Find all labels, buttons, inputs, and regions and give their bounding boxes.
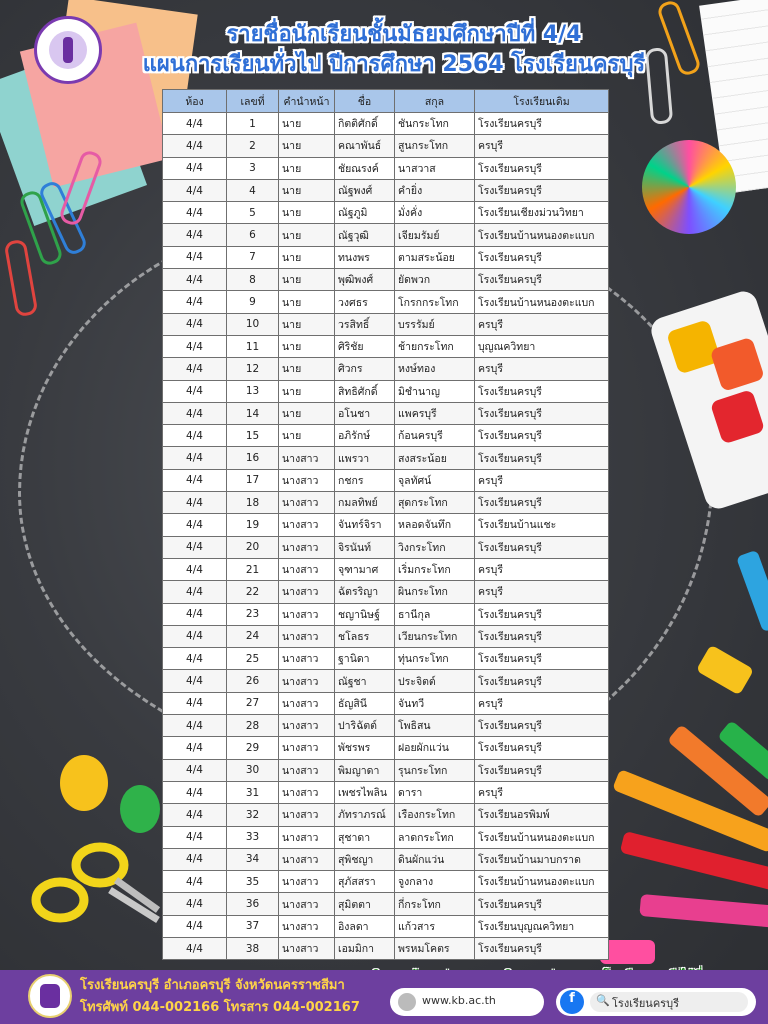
cell-first-name: กมลทิพย์ <box>335 492 395 514</box>
table-row <box>163 759 609 781</box>
cell-previous-school: ครบุรี <box>475 135 609 157</box>
cell-previous-school: โรงเรียนครบุรี <box>475 269 609 291</box>
cell-prefix: นางสาว <box>279 759 335 781</box>
column-header-room: ห้อง <box>163 90 227 113</box>
cell-prefix: นาย <box>279 135 335 157</box>
cell-first-name: ศิริชัย <box>335 335 395 357</box>
table-row <box>163 202 609 224</box>
cell-prefix: นาย <box>279 402 335 424</box>
column-header-number: เลขที่ <box>227 90 279 113</box>
cell-last-name: หลอดจันทึก <box>395 514 475 536</box>
cell-prefix: นางสาว <box>279 648 335 670</box>
table-row <box>163 804 609 826</box>
cell-first-name: กิตติศักดิ์ <box>335 113 395 135</box>
cell-last-name: มิชำนาญ <box>395 380 475 402</box>
cell-room: 4/4 <box>163 157 227 179</box>
cell-first-name: กชกร <box>335 469 395 491</box>
cell-prefix: นางสาว <box>279 581 335 603</box>
cell-previous-school: โรงเรียนบ้านแชะ <box>475 514 609 536</box>
cell-last-name: บรรรัมย์ <box>395 313 475 335</box>
cell-number: 26 <box>227 670 279 692</box>
cell-first-name: สุชาดา <box>335 826 395 848</box>
cell-first-name: ฉัตรริญา <box>335 581 395 603</box>
cell-number: 13 <box>227 380 279 402</box>
website-url: www.kb.ac.th <box>422 994 496 1007</box>
student-table <box>162 89 608 960</box>
cell-first-name: จันทร์จิรา <box>335 514 395 536</box>
cell-last-name: ทุ่นกระโทก <box>395 648 475 670</box>
cell-room: 4/4 <box>163 737 227 759</box>
cell-previous-school: โรงเรียนครบุรี <box>475 402 609 424</box>
decor-marker <box>639 894 768 928</box>
cell-prefix: นาย <box>279 179 335 201</box>
column-header-prefix: คำนำหน้า <box>279 90 335 113</box>
cell-number: 19 <box>227 514 279 536</box>
cell-prefix: นาย <box>279 224 335 246</box>
cell-number: 3 <box>227 157 279 179</box>
decor-paint <box>710 389 765 444</box>
cell-first-name: ศิวกร <box>335 358 395 380</box>
table-row <box>163 781 609 803</box>
cell-first-name: ปาริฉัตต์ <box>335 715 395 737</box>
cell-room: 4/4 <box>163 135 227 157</box>
cell-prefix: นางสาว <box>279 558 335 580</box>
column-header-previous-school: โรงเรียนเดิม <box>475 90 609 113</box>
decor-paint <box>666 319 721 374</box>
cell-first-name: ชโลธร <box>335 625 395 647</box>
cell-last-name: สูนกระโทก <box>395 135 475 157</box>
cell-previous-school: โรงเรียนครบุรี <box>475 625 609 647</box>
table-row <box>163 246 609 268</box>
cell-previous-school: โรงเรียนครบุรี <box>475 536 609 558</box>
cell-number: 7 <box>227 246 279 268</box>
cell-last-name: ประจิตต์ <box>395 670 475 692</box>
cell-previous-school: ครบุรี <box>475 781 609 803</box>
cell-last-name: ชันกระโทก <box>395 113 475 135</box>
cell-previous-school: โรงเรียนครบุรี <box>475 246 609 268</box>
cell-number: 33 <box>227 826 279 848</box>
decor-ball <box>120 785 160 833</box>
cell-last-name: ยัดพวก <box>395 269 475 291</box>
cell-previous-school: โรงเรียนครบุรี <box>475 380 609 402</box>
cell-first-name: จุฑามาศ <box>335 558 395 580</box>
cell-last-name: จูงกลาง <box>395 871 475 893</box>
table-row <box>163 179 609 201</box>
page-title <box>0 20 768 80</box>
cell-first-name: พุฒิพงศ์ <box>335 269 395 291</box>
cell-previous-school: โรงเรียนบ้านหนองตะแบก <box>475 224 609 246</box>
cell-prefix: นาย <box>279 269 335 291</box>
cell-previous-school: โรงเรียนครบุรี <box>475 179 609 201</box>
table-row <box>163 514 609 536</box>
decor-marker <box>736 550 768 633</box>
table-row <box>163 335 609 357</box>
footer-contact-line: โทรศัพท์ 044-002166 โทรสาร 044-002167 <box>80 1000 360 1015</box>
cell-previous-school: โรงเรียนครบุรี <box>475 648 609 670</box>
cell-number: 20 <box>227 536 279 558</box>
table-row <box>163 358 609 380</box>
cell-prefix: นางสาว <box>279 536 335 558</box>
cell-room: 4/4 <box>163 915 227 937</box>
table-row <box>163 313 609 335</box>
cell-room: 4/4 <box>163 581 227 603</box>
table-row <box>163 447 609 469</box>
cell-room: 4/4 <box>163 492 227 514</box>
cell-room: 4/4 <box>163 715 227 737</box>
cell-number: 29 <box>227 737 279 759</box>
cell-last-name: แก้วสาร <box>395 915 475 937</box>
cell-prefix: นางสาว <box>279 492 335 514</box>
cell-prefix: นางสาว <box>279 670 335 692</box>
cell-number: 10 <box>227 313 279 335</box>
cell-first-name: สุพิชญา <box>335 848 395 870</box>
cell-first-name: ฐานิดา <box>335 648 395 670</box>
cell-room: 4/4 <box>163 871 227 893</box>
cell-last-name: พรหมโคตร <box>395 937 475 959</box>
cell-last-name: ดารา <box>395 781 475 803</box>
table-row <box>163 224 609 246</box>
cell-first-name: วรสิทธิ์ <box>335 313 395 335</box>
decor-rubber-band-ball <box>642 140 736 234</box>
table-row <box>163 469 609 491</box>
decor-paperclip <box>4 239 39 318</box>
cell-number: 1 <box>227 113 279 135</box>
cell-prefix: นางสาว <box>279 737 335 759</box>
cell-prefix: นาย <box>279 157 335 179</box>
cell-room: 4/4 <box>163 113 227 135</box>
table-row <box>163 893 609 915</box>
cell-first-name: ธัญสินี <box>335 692 395 714</box>
cell-last-name: ก้อนครบุรี <box>395 425 475 447</box>
cell-room: 4/4 <box>163 335 227 357</box>
cell-previous-school: โรงเรียนครบุรี <box>475 492 609 514</box>
cell-number: 38 <box>227 937 279 959</box>
decor-paint <box>710 337 765 392</box>
cell-first-name: พัชรพร <box>335 737 395 759</box>
cell-number: 34 <box>227 848 279 870</box>
cell-first-name: แพรวา <box>335 447 395 469</box>
cell-room: 4/4 <box>163 246 227 268</box>
cell-prefix: นาย <box>279 380 335 402</box>
column-header-last-name: สกุล <box>395 90 475 113</box>
table-row <box>163 692 609 714</box>
cell-first-name: พิมญาดา <box>335 759 395 781</box>
cell-room: 4/4 <box>163 893 227 915</box>
cell-number: 9 <box>227 291 279 313</box>
cell-previous-school: ครบุรี <box>475 581 609 603</box>
cell-room: 4/4 <box>163 625 227 647</box>
cell-first-name: วงศธร <box>335 291 395 313</box>
cell-number: 8 <box>227 269 279 291</box>
cell-last-name: เรืองกระโทก <box>395 804 475 826</box>
cell-previous-school: โรงเรียนเชียงม่วนวิทยา <box>475 202 609 224</box>
cell-number: 11 <box>227 335 279 357</box>
cell-room: 4/4 <box>163 358 227 380</box>
cell-room: 4/4 <box>163 804 227 826</box>
cell-number: 25 <box>227 648 279 670</box>
cell-last-name: เจียมรัมย์ <box>395 224 475 246</box>
cell-prefix: นาย <box>279 425 335 447</box>
cell-last-name: วิงกระโทก <box>395 536 475 558</box>
table-row <box>163 402 609 424</box>
cell-number: 22 <box>227 581 279 603</box>
table-row <box>163 380 609 402</box>
cell-number: 23 <box>227 603 279 625</box>
cell-room: 4/4 <box>163 291 227 313</box>
table-row <box>163 670 609 692</box>
footer-bar <box>0 970 768 1024</box>
cell-last-name: กี่กระโทก <box>395 893 475 915</box>
cell-prefix: นางสาว <box>279 781 335 803</box>
cell-previous-school: ครบุรี <box>475 692 609 714</box>
cell-number: 12 <box>227 358 279 380</box>
cell-last-name: จันทวี <box>395 692 475 714</box>
cell-number: 17 <box>227 469 279 491</box>
globe-icon <box>398 993 416 1011</box>
cell-last-name: ผินกระโทก <box>395 581 475 603</box>
cell-number: 30 <box>227 759 279 781</box>
cell-number: 6 <box>227 224 279 246</box>
cell-number: 5 <box>227 202 279 224</box>
cell-last-name: แพครบุรี <box>395 402 475 424</box>
cell-previous-school: โรงเรียนครบุรี <box>475 670 609 692</box>
decor-eraser <box>696 645 754 696</box>
cell-last-name: รุนกระโทก <box>395 759 475 781</box>
table-row <box>163 848 609 870</box>
table-row <box>163 915 609 937</box>
school-logo-icon <box>28 974 72 1018</box>
cell-prefix: นางสาว <box>279 871 335 893</box>
cell-previous-school: ครบุรี <box>475 313 609 335</box>
cell-prefix: นางสาว <box>279 514 335 536</box>
cell-prefix: นาย <box>279 313 335 335</box>
table-row <box>163 603 609 625</box>
cell-room: 4/4 <box>163 380 227 402</box>
table-row <box>163 737 609 759</box>
cell-previous-school: โรงเรียนครบุรี <box>475 737 609 759</box>
cell-prefix: นาย <box>279 246 335 268</box>
table-row <box>163 269 609 291</box>
cell-previous-school: โรงเรียนครบุรี <box>475 447 609 469</box>
cell-prefix: นางสาว <box>279 447 335 469</box>
cell-previous-school: ครบุรี <box>475 558 609 580</box>
cell-first-name: สุภัสสรา <box>335 871 395 893</box>
cell-prefix: นาย <box>279 291 335 313</box>
table-row <box>163 715 609 737</box>
cell-room: 4/4 <box>163 937 227 959</box>
cell-room: 4/4 <box>163 514 227 536</box>
cell-last-name: ตามสระน้อย <box>395 246 475 268</box>
cell-room: 4/4 <box>163 224 227 246</box>
cell-first-name: ชญานิษฐ์ <box>335 603 395 625</box>
cell-prefix: นางสาว <box>279 603 335 625</box>
cell-previous-school: ครบุรี <box>475 469 609 491</box>
cell-previous-school: โรงเรียนครบุรี <box>475 759 609 781</box>
title-line-1: รายชื่อนักเรียนชั้นมัธยมศึกษาปีที่ 4/4 <box>226 22 582 47</box>
cell-last-name: หงษ์ทอง <box>395 358 475 380</box>
cell-prefix: นาย <box>279 335 335 357</box>
cell-number: 35 <box>227 871 279 893</box>
cell-room: 4/4 <box>163 536 227 558</box>
table-row <box>163 135 609 157</box>
facebook-search-text: โรงเรียนครบุรี <box>612 997 679 1010</box>
cell-first-name: อโนชา <box>335 402 395 424</box>
table-row <box>163 871 609 893</box>
cell-previous-school: โรงเรียนครบุรี <box>475 715 609 737</box>
cell-previous-school: โรงเรียนครบุรี <box>475 603 609 625</box>
cell-room: 4/4 <box>163 670 227 692</box>
table-row <box>163 157 609 179</box>
cell-previous-school: โรงเรียนบ้านมาบกราด <box>475 848 609 870</box>
cell-last-name: คำยิ่ง <box>395 179 475 201</box>
cell-prefix: นางสาว <box>279 848 335 870</box>
cell-number: 32 <box>227 804 279 826</box>
cell-number: 14 <box>227 402 279 424</box>
cell-number: 16 <box>227 447 279 469</box>
website-link[interactable] <box>390 988 544 1016</box>
cell-first-name: อิงลดา <box>335 915 395 937</box>
cell-first-name: เพชรไพลิน <box>335 781 395 803</box>
cell-previous-school: โรงเรียนบุญณควิทยา <box>475 915 609 937</box>
cell-first-name: คณาพันธ์ <box>335 135 395 157</box>
cell-previous-school: ครบุรี <box>475 358 609 380</box>
table-row <box>163 425 609 447</box>
cell-last-name: โพธิสน <box>395 715 475 737</box>
title-line-2: แผนการเรียนทั่วไป ปีการศึกษา 2564 โรงเรียนครบุรี <box>142 52 646 77</box>
cell-previous-school: โรงเรียนบ้านหนองตะแบก <box>475 826 609 848</box>
table-row <box>163 291 609 313</box>
cell-room: 4/4 <box>163 269 227 291</box>
cell-prefix: นางสาว <box>279 715 335 737</box>
cell-previous-school: โรงเรียนครบุรี <box>475 113 609 135</box>
cell-previous-school: โรงเรียนครบุรี <box>475 893 609 915</box>
cell-number: 36 <box>227 893 279 915</box>
table-header-row <box>163 90 609 113</box>
cell-number: 27 <box>227 692 279 714</box>
decor-ball <box>60 755 108 811</box>
cell-number: 31 <box>227 781 279 803</box>
cell-last-name: โกรกกระโทก <box>395 291 475 313</box>
cell-prefix: นาย <box>279 202 335 224</box>
table-row <box>163 113 609 135</box>
cell-prefix: นางสาว <box>279 469 335 491</box>
cell-last-name: นาสวาส <box>395 157 475 179</box>
cell-first-name: ณัฐชา <box>335 670 395 692</box>
cell-previous-school: โรงเรียนอรพิมพ์ <box>475 804 609 826</box>
cell-number: 18 <box>227 492 279 514</box>
cell-last-name: ดินผักแว่น <box>395 848 475 870</box>
table-row <box>163 937 609 959</box>
table-row <box>163 558 609 580</box>
cell-last-name: สุดกระโทก <box>395 492 475 514</box>
cell-number: 28 <box>227 715 279 737</box>
facebook-icon: f <box>560 990 584 1014</box>
cell-first-name: ทนงพร <box>335 246 395 268</box>
table-row <box>163 492 609 514</box>
cell-room: 4/4 <box>163 179 227 201</box>
cell-first-name: ณัฐภูมิ <box>335 202 395 224</box>
cell-prefix: นาย <box>279 113 335 135</box>
cell-first-name: สิทธิศักดิ์ <box>335 380 395 402</box>
cell-prefix: นางสาว <box>279 804 335 826</box>
search-icon: 🔍 <box>596 994 610 1007</box>
cell-previous-school: โรงเรียนครบุรี <box>475 157 609 179</box>
cell-prefix: นางสาว <box>279 915 335 937</box>
cell-room: 4/4 <box>163 447 227 469</box>
decor-scissors-icon <box>30 840 160 930</box>
cell-prefix: นางสาว <box>279 692 335 714</box>
footer-school-line: โรงเรียนครบุรี อำเภอครบุรี จังหวัดนครราชสีมา <box>80 978 345 993</box>
cell-last-name: ช้ายกระโทก <box>395 335 475 357</box>
cell-last-name: มั่งคั่ง <box>395 202 475 224</box>
cell-room: 4/4 <box>163 469 227 491</box>
cell-room: 4/4 <box>163 759 227 781</box>
cell-previous-school: โรงเรียนบ้านหนองตะแบก <box>475 291 609 313</box>
cell-prefix: นาย <box>279 358 335 380</box>
cell-room: 4/4 <box>163 313 227 335</box>
cell-room: 4/4 <box>163 425 227 447</box>
cell-last-name: จุลทัศน์ <box>395 469 475 491</box>
cell-room: 4/4 <box>163 848 227 870</box>
cell-last-name: สงสระน้อย <box>395 447 475 469</box>
cell-room: 4/4 <box>163 202 227 224</box>
cell-first-name: ชัยณรงค์ <box>335 157 395 179</box>
cell-first-name: จิรนันท์ <box>335 536 395 558</box>
cell-first-name: ณัฐวุฒิ <box>335 224 395 246</box>
cell-last-name: เริ่มกระโทก <box>395 558 475 580</box>
table-row <box>163 826 609 848</box>
cell-previous-school: โรงเรียนครบุรี <box>475 425 609 447</box>
cell-room: 4/4 <box>163 648 227 670</box>
cell-last-name: ฝอยผักแว่น <box>395 737 475 759</box>
cell-last-name: ลาดกระโทก <box>395 826 475 848</box>
cell-first-name: อภิรักษ์ <box>335 425 395 447</box>
cell-first-name: ณัฐพงศ์ <box>335 179 395 201</box>
cell-last-name: เวียนกระโทก <box>395 625 475 647</box>
cell-prefix: นางสาว <box>279 893 335 915</box>
cell-room: 4/4 <box>163 826 227 848</box>
cell-number: 2 <box>227 135 279 157</box>
cell-number: 24 <box>227 625 279 647</box>
cell-room: 4/4 <box>163 558 227 580</box>
cell-number: 21 <box>227 558 279 580</box>
cell-room: 4/4 <box>163 603 227 625</box>
facebook-link[interactable] <box>556 988 756 1016</box>
cell-first-name: ภัทราภรณ์ <box>335 804 395 826</box>
table-row <box>163 648 609 670</box>
cell-first-name: สุมิตตา <box>335 893 395 915</box>
cell-previous-school: โรงเรียนบ้านหนองตะแบก <box>475 871 609 893</box>
cell-number: 15 <box>227 425 279 447</box>
cell-first-name: เอมมิกา <box>335 937 395 959</box>
cell-number: 37 <box>227 915 279 937</box>
cell-number: 4 <box>227 179 279 201</box>
cell-room: 4/4 <box>163 692 227 714</box>
cell-prefix: นางสาว <box>279 937 335 959</box>
cell-room: 4/4 <box>163 402 227 424</box>
table-row <box>163 625 609 647</box>
cell-previous-school: โรงเรียนครบุรี <box>475 937 609 959</box>
table-row <box>163 581 609 603</box>
cell-prefix: นางสาว <box>279 826 335 848</box>
cell-previous-school: บุญณควิทยา <box>475 335 609 357</box>
column-header-first-name: ชื่อ <box>335 90 395 113</box>
cell-prefix: นางสาว <box>279 625 335 647</box>
cell-room: 4/4 <box>163 781 227 803</box>
table-row <box>163 536 609 558</box>
cell-last-name: ธานีกุล <box>395 603 475 625</box>
